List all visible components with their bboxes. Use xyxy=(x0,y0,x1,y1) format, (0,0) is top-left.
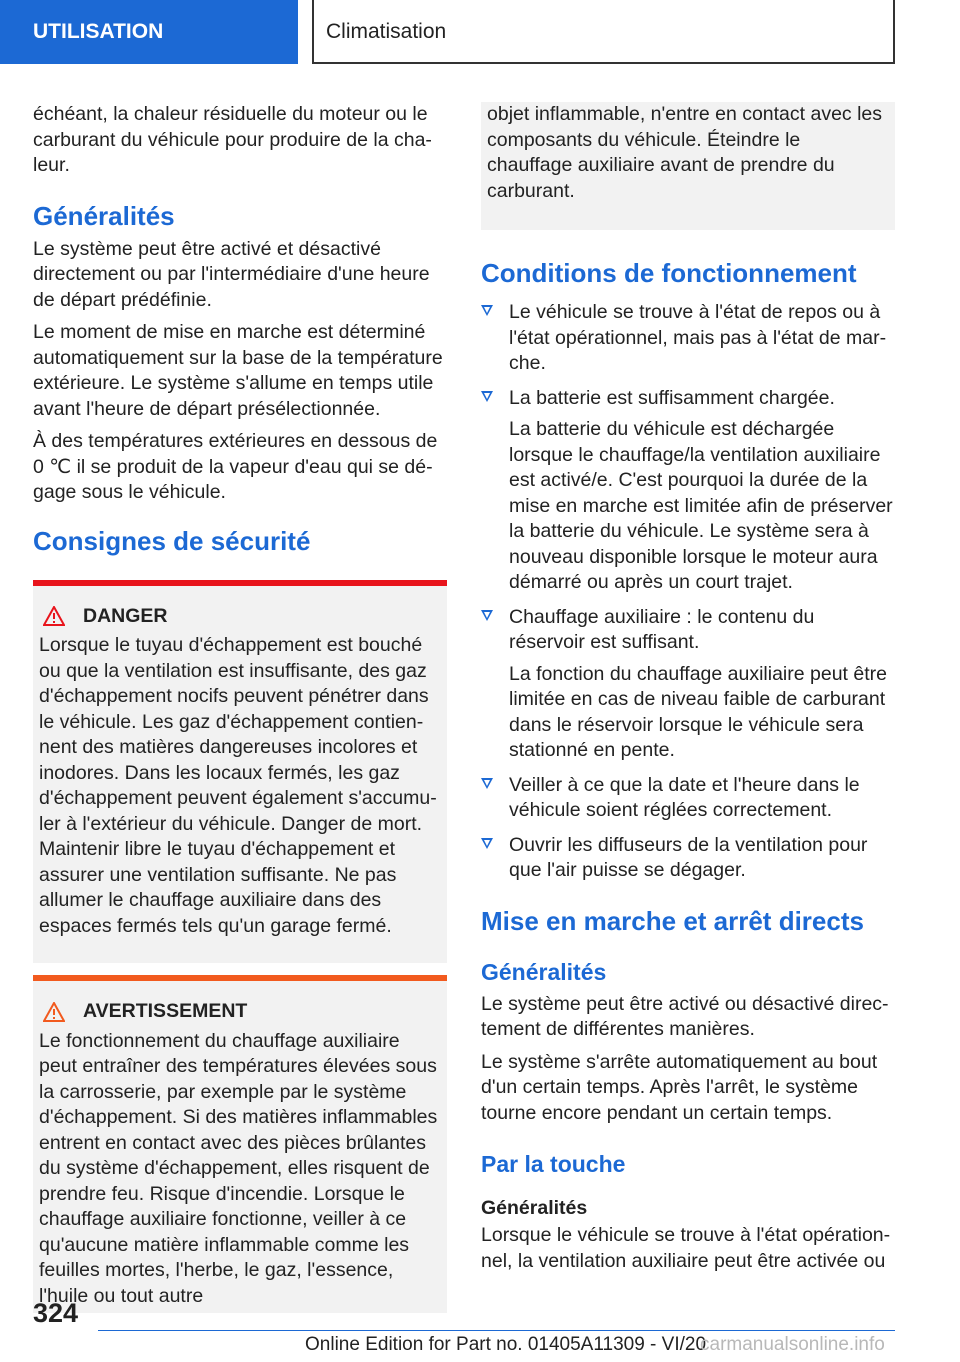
warning-box-continued xyxy=(481,102,895,230)
mise-paragraph-2: Le système s'arrête automatiquement au bout d'un certain temps. Après l'arrêt, le système tourne encore pendant un certain temps. xyxy=(481,1050,878,1124)
intro-paragraph: échéant, la chaleur résiduelle du moteur ou le carburant du véhicule pour produire de la chaleur. xyxy=(33,103,432,176)
list-item xyxy=(481,300,895,377)
heading-conditions: Conditions de fonctionnement xyxy=(481,258,857,288)
right-column xyxy=(481,102,895,1281)
touche-paragraph-1: Lorsque le véhicule se trouve à l'état opérationnel, la ventilation auxiliaire peut être activée ou xyxy=(481,1224,891,1272)
list-item xyxy=(481,833,895,884)
warning-box xyxy=(33,981,447,1313)
bullet-triangle-icon xyxy=(481,838,493,849)
list-item xyxy=(481,605,895,764)
warning-triangle-icon xyxy=(43,1002,65,1022)
warning-label: AVERTISSEMENT xyxy=(83,1000,248,1022)
list-item xyxy=(481,386,895,596)
generalites-paragraph-2: Le moment de mise en marche est déterminé automatiquement sur la base de la température extérieure. Le système s'allume en temps utile avant l'heure de départ présélectionnée. xyxy=(33,321,443,420)
bullet-triangle-icon xyxy=(481,305,493,316)
list-item-text: Ouvrir les diffuseurs de la ventilation pour que l'air puisse se dégager. xyxy=(509,833,868,881)
list-item-subtext: La batterie du véhicule est déchargée lorsque le chauffage/la ventilation auxiliaire est activé/e. C'est pourquoi la durée de la mise en marche est limitée afin de préserver la batterie du véhicule. Le système sera à nouveau disponible lorsque le moteur aura démarré ou après un court trajet. xyxy=(509,418,893,593)
generalites-paragraph-3: À des températures extérieures en dessous de 0 ℃ il se produit de la vapeur d'eau qui se dégage sous le véhicule. xyxy=(33,430,438,503)
list-item-text: Chauffage auxiliaire : le contenu du réservoir est suffisant. xyxy=(509,605,815,653)
warning-text-continued: objet inflammable, n'entre en contact avec les composants du véhicule. Éteindre le chauffage auxiliaire avant de prendre du carburant. xyxy=(487,103,883,202)
danger-label: DANGER xyxy=(83,604,168,627)
danger-title xyxy=(39,604,441,630)
conditions-list xyxy=(481,300,895,884)
bullet-triangle-icon xyxy=(481,610,493,621)
left-column xyxy=(33,102,447,1313)
list-item-text: Veiller à ce que la date et l'heure dans le véhicule soient réglées correctement. xyxy=(509,773,860,821)
footer-divider xyxy=(98,1330,895,1331)
page-header xyxy=(0,0,960,66)
list-item xyxy=(481,773,895,824)
warning-triangle-icon xyxy=(43,606,65,626)
list-item-subtext: La fonction du chauffage auxiliaire peut être limitée en cas de niveau faible de carburant dans le réservoir lorsque le véhicule sera stationné en pente. xyxy=(509,662,887,761)
minor-heading-generalites: Généralités xyxy=(481,1197,588,1219)
danger-box xyxy=(33,586,447,964)
chapter-tab[interactable]: Climatisation xyxy=(312,0,895,64)
danger-text: Lorsque le tuyau d'échappement est bouché ou que la ventilation est insuffisante, des gaz d'échappement nocifs peuvent pénétrer dans le véhicule. Les gaz d'échappement contiennent des matières dangereuses incolores et inodores. Dans les locaux fermés, les gaz d'échappement peuvent également s'accumuler à l'extérieur du véhicule. Danger de mort. Maintenir libre le tuyau d'échappement et assurer une ventilation suffisante. Ne pas allumer le chauffage auxiliaire dans des espaces fermés tels qu'un garage fermé. xyxy=(39,634,437,937)
list-item-text: La batterie est suffisamment chargée. xyxy=(509,386,835,409)
watermark: carmanualsonline.info xyxy=(700,1334,885,1355)
generalites-paragraph-1: Le système peut être activé et désactivé directement ou par l'intermédiaire d'une heure de départ prédéfinie. xyxy=(33,237,430,311)
subheading-generalites: Généralités xyxy=(481,958,607,985)
heading-mise-en-marche: Mise en marche et arrêt directs xyxy=(481,905,864,936)
heading-generalites: Généralités xyxy=(33,200,175,231)
subheading-par-la-touche: Par la touche xyxy=(481,1151,626,1177)
warning-text: Le fonctionnement du chauffage auxiliaire peut entraîner des températures élevées sous la carrosserie, par exemple par le système d'échappement. Si des matières inflammables entrent en contact avec des pièces brûlantes du système d'échappement, elles risquent de prendre feu. Risque d'incendie. Lorsque le chauffage auxiliaire fonctionne, veiller à ce qu'aucune matière inflammable comme les feuilles mortes, l'herbe, le gaz, l'essence, l'huile ou tout autre xyxy=(39,1029,438,1307)
bullet-triangle-icon xyxy=(481,391,493,402)
heading-consignes: Consignes de sécurité xyxy=(33,525,311,556)
edition-text: Online Edition for Part no. 01405A11309 - VI/20 xyxy=(305,1334,707,1355)
warning-title xyxy=(39,999,441,1025)
page-number: 324 xyxy=(33,1298,79,1328)
list-item-text: Le véhicule se trouve à l'état de repos ou à l'état opérationnel, mais pas à l'état de marche. xyxy=(509,301,887,374)
mise-paragraph-1: Le système peut être activé ou désactivé directement de différentes manières. xyxy=(481,992,889,1040)
bullet-triangle-icon xyxy=(481,778,493,789)
section-tab[interactable]: UTILISATION xyxy=(0,0,298,64)
